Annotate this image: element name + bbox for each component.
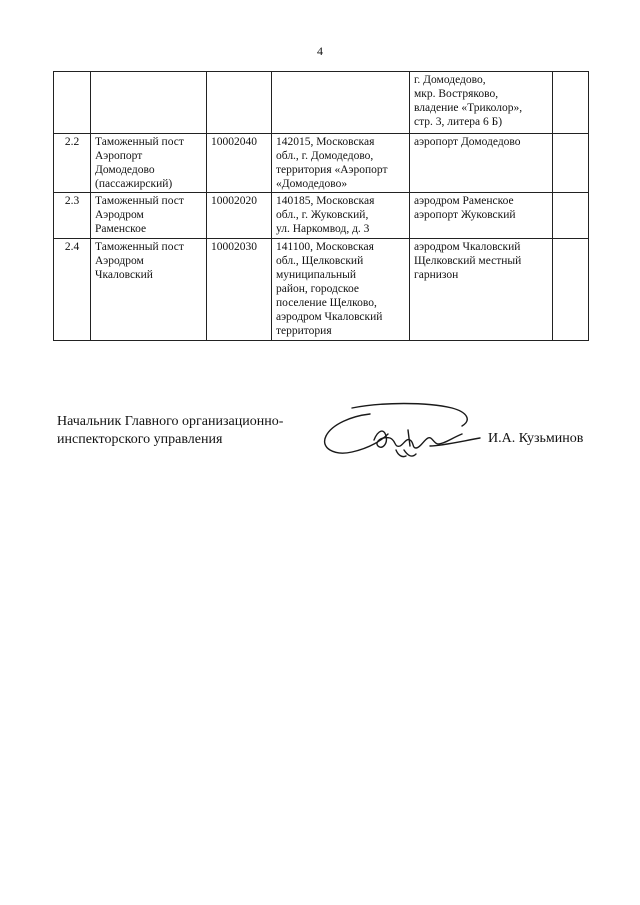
signatory-position-line: Начальник Главного организационно- [57, 414, 284, 429]
cell-text-line: Таможенный пост [95, 136, 184, 148]
cell-post-code: 10002020 [207, 193, 272, 239]
cell-post-name [91, 193, 207, 239]
cell-post-name [91, 72, 207, 134]
cell-text-line: 140185, Московская [276, 195, 375, 207]
cell-text-line: Домодедово [95, 164, 155, 176]
cell-post-code [207, 72, 272, 134]
cell-text-line: аэродром Раменское [414, 195, 514, 207]
cell-post-name [91, 134, 207, 193]
cell-post-code: 10002030 [207, 239, 272, 341]
cell-text-line: аэропорт Жуковский [414, 209, 516, 221]
cell-text-line: Аэродром [95, 209, 144, 221]
cell-text-line: аэродром Чкаловский [414, 241, 521, 253]
cell-extra [553, 193, 589, 239]
cell-address [272, 134, 410, 193]
cell-location [410, 193, 553, 239]
cell-number [54, 72, 91, 134]
customs-posts-table [53, 71, 589, 341]
cell-text-line: г. Домодедово, [414, 74, 486, 86]
cell-text-line: муниципальный [276, 269, 357, 281]
signatory-position [57, 413, 283, 449]
page-number: 4 [317, 44, 323, 58]
cell-text-line: Раменское [95, 223, 147, 235]
cell-location [410, 239, 553, 341]
signatory-name: И.А. Кузьминов [488, 431, 584, 446]
cell-text-line: аэродром Чкаловский [276, 311, 383, 323]
cell-location [410, 72, 553, 134]
cell-text-line: Щелковский местный [414, 255, 522, 267]
cell-text-line: Таможенный пост [95, 195, 184, 207]
table-row [54, 193, 589, 239]
cell-post-code: 10002040 [207, 134, 272, 193]
table-row [54, 134, 589, 193]
cell-extra [553, 72, 589, 134]
cell-number: 2.2 [54, 134, 91, 193]
cell-number: 2.3 [54, 193, 91, 239]
cell-text-line: район, городское [276, 283, 359, 295]
cell-address [272, 239, 410, 341]
cell-text-line: Аэропорт [95, 150, 143, 162]
cell-text-line: «Домодедово» [276, 178, 348, 190]
cell-post-name [91, 239, 207, 341]
cell-location [410, 134, 553, 193]
cell-text-line: гарнизон [414, 269, 459, 281]
cell-text-line: обл., г. Жуковский, [276, 209, 369, 221]
cell-text-line: 141100, Московская [276, 241, 374, 253]
cell-text-line: Чкаловский [95, 269, 153, 281]
cell-number: 2.4 [54, 239, 91, 341]
cell-text-line: аэропорт Домодедово [414, 136, 521, 148]
cell-text-line: (пассажирский) [95, 178, 173, 190]
cell-text-line: мкр. Востряково, [414, 88, 499, 100]
cell-text-line: обл., г. Домодедово, [276, 150, 374, 162]
cell-text-line: ул. Наркомвод, д. 3 [276, 223, 370, 235]
signatory-position-line: инспекторского управления [57, 432, 223, 447]
cell-text-line: Таможенный пост [95, 241, 184, 253]
cell-text-line: владение «Триколор», [414, 102, 523, 114]
cell-text-line: территория [276, 325, 332, 337]
cell-text-line: обл., Щелковский [276, 255, 364, 267]
cell-address [272, 193, 410, 239]
cell-text-line: 142015, Московская [276, 136, 375, 148]
cell-address [272, 72, 410, 134]
handwritten-signature [312, 400, 482, 466]
cell-text-line: Аэродром [95, 255, 144, 267]
cell-text-line: территория «Аэропорт [276, 164, 388, 176]
cell-text-line: стр. 3, литера 6 Б) [414, 116, 503, 128]
cell-extra [553, 239, 589, 341]
table-body [54, 72, 589, 341]
cell-text-line: поселение Щелково, [276, 297, 377, 309]
table-row [54, 72, 589, 134]
cell-extra [553, 134, 589, 193]
table-row [54, 239, 589, 341]
